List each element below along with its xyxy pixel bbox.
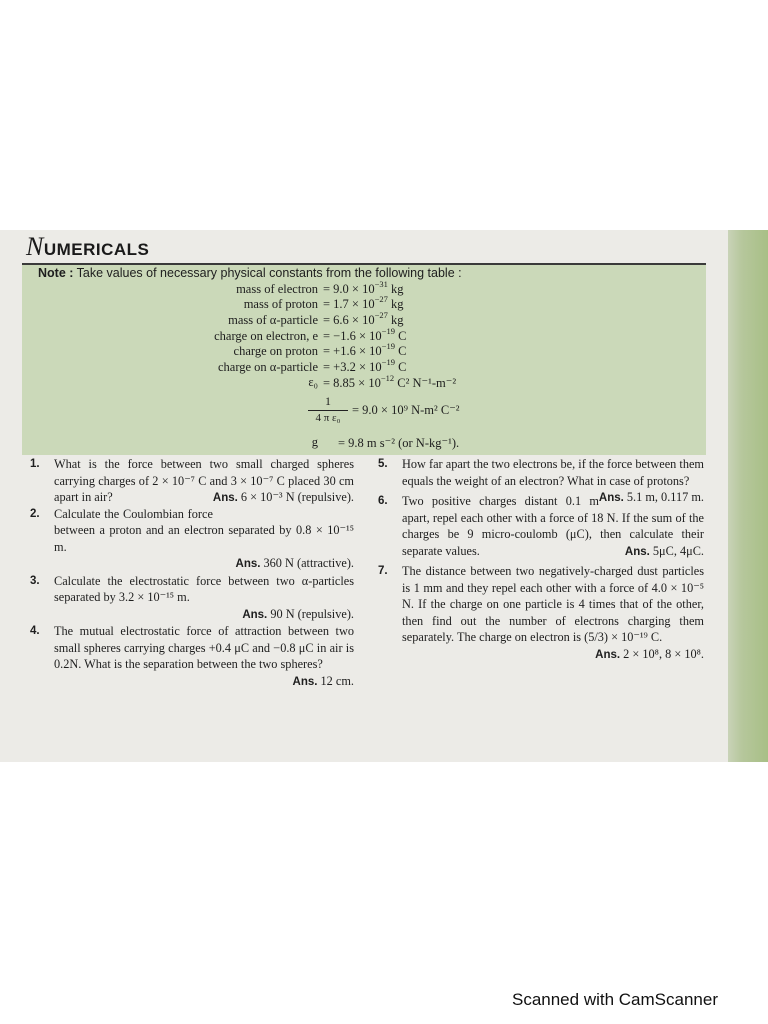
constant-value: = $+3.2 \times 10^{-19}$ C — [323, 357, 407, 374]
constant-label: charge on proton — [233, 344, 318, 358]
constant-label: mass of α-particle — [228, 313, 318, 327]
question-number: 4. — [30, 625, 40, 637]
question-number: 1. — [30, 458, 40, 470]
answer: Ans. 360 N (attractive). — [235, 556, 354, 570]
answer: Ans. 90 N (repulsive). — [242, 606, 354, 621]
question-item — [30, 506, 354, 573]
constant-value: = $-1.6 \times 10^{-19}$ C — [323, 326, 407, 343]
constant-row — [0, 279, 740, 298]
question-number: 6. — [378, 495, 388, 507]
constant-label: mass of electron — [236, 282, 318, 296]
question-text: Calculate the Coulombian force between a proton and an electron separated by 0.8 × 10⁻¹⁵ m. Ans. 360 N (attractive). — [54, 506, 354, 573]
question-text: What is the force between two small charged spheres carrying charges of 2 × 10⁻⁷ C and 3 × 10⁻⁷ C placed 30 cm apart in air? Ans. 6 × 10⁻³ N (repulsive). — [54, 456, 354, 506]
constant-row — [0, 310, 740, 329]
answer: Ans. 5.1 m, 0.117 m. — [598, 490, 704, 504]
constant-row — [0, 294, 740, 313]
question-item — [30, 573, 354, 624]
constant-value: = $9.0 \times 10^{-31}$ kg — [323, 279, 404, 296]
answer: Ans. 12 cm. — [292, 673, 354, 688]
question-text: The distance between two negatively-charged dust particles is 1 mm and they repel each other with a force of 4.0 × 10⁻⁵ N. If the charge on one particle is 4 times that of the other, then find out the number of electrons charging them separately. The charge on electron is (5/3) × 10⁻¹⁹ C. Ans. 2 × 10⁸, 8 × 10⁸. — [402, 563, 704, 646]
question-item — [378, 456, 704, 504]
question-item — [30, 623, 354, 688]
constant-value: = $8.85 \times 10^{-12}$ C² N⁻¹-m⁻² — [323, 373, 457, 390]
constant-label: charge on electron, e — [214, 329, 318, 343]
question-text: How far apart the two electrons be, if the force between them equals the weight of an electron? What in case of protons? Ans. 5.1 m, 0.117 m. — [402, 456, 704, 489]
question-number: 7. — [378, 565, 388, 577]
question-item — [30, 456, 354, 506]
answer: Ans. 6 × 10⁻³ N (repulsive). — [212, 490, 354, 504]
constant-label: mass of proton — [243, 297, 318, 311]
coulomb-value: = 9.0 × 10⁹ N-m² C⁻² — [352, 403, 460, 417]
constant-value: = $6.6 \times 10^{-27}$ kg — [323, 310, 404, 327]
scanned-page — [0, 230, 768, 762]
constant-label: charge on α-particle — [217, 360, 318, 374]
question-text: Calculate the electrostatic force between two α-particles separated by 3.2 × 10⁻¹⁵ m. Ans. 90 N (repulsive). — [54, 573, 354, 624]
question-text: The mutual electrostatic force of attraction between two small spheres carrying charges +0.4 μC and −0.8 μC in air is 0.2N. What is the separation between the two spheres? Ans. 12 cm. — [54, 623, 354, 673]
questions-left — [30, 456, 354, 690]
constant-row — [0, 375, 740, 391]
coulomb-fraction: $\frac{1}{\text{4 π ε₀}}$ — [308, 394, 348, 424]
question-text: Two positive charges distant 0.1 m apart, repel each other with a force of 18 N. If the sum of the charges be 9 micro-coulomb (μC), then calculate their separate values. Ans. 5μC, 4μC. — [402, 493, 704, 559]
question-item — [378, 563, 704, 661]
scanner-watermark: Scanned with CamScanner — [511, 990, 718, 1009]
constant-row — [0, 341, 740, 360]
question-item — [378, 493, 704, 559]
constant-value: = $+1.6 \times 10^{-19}$ C — [323, 341, 407, 358]
constant-label: ε₀ — [308, 375, 318, 389]
note: Note : Take values of necessary physical constants from the following table : — [38, 266, 462, 280]
constant-row — [0, 326, 740, 345]
question-number: 5. — [378, 458, 388, 470]
question-number: 2. — [30, 507, 40, 520]
questions-right — [378, 456, 704, 663]
question-number: 3. — [30, 574, 40, 587]
gravity-row: g = 9.8 m s⁻² (or N-kg⁻¹). — [311, 435, 460, 450]
section-heading: NUMERICALS — [26, 232, 150, 261]
answer: Ans. 2 × 10⁸, 8 × 10⁸. — [595, 646, 704, 661]
constant-row — [0, 357, 740, 376]
answer: Ans. 5μC, 4μC. — [624, 543, 704, 558]
constant-value: = $1.7 \times 10^{-27}$ kg — [323, 294, 404, 311]
